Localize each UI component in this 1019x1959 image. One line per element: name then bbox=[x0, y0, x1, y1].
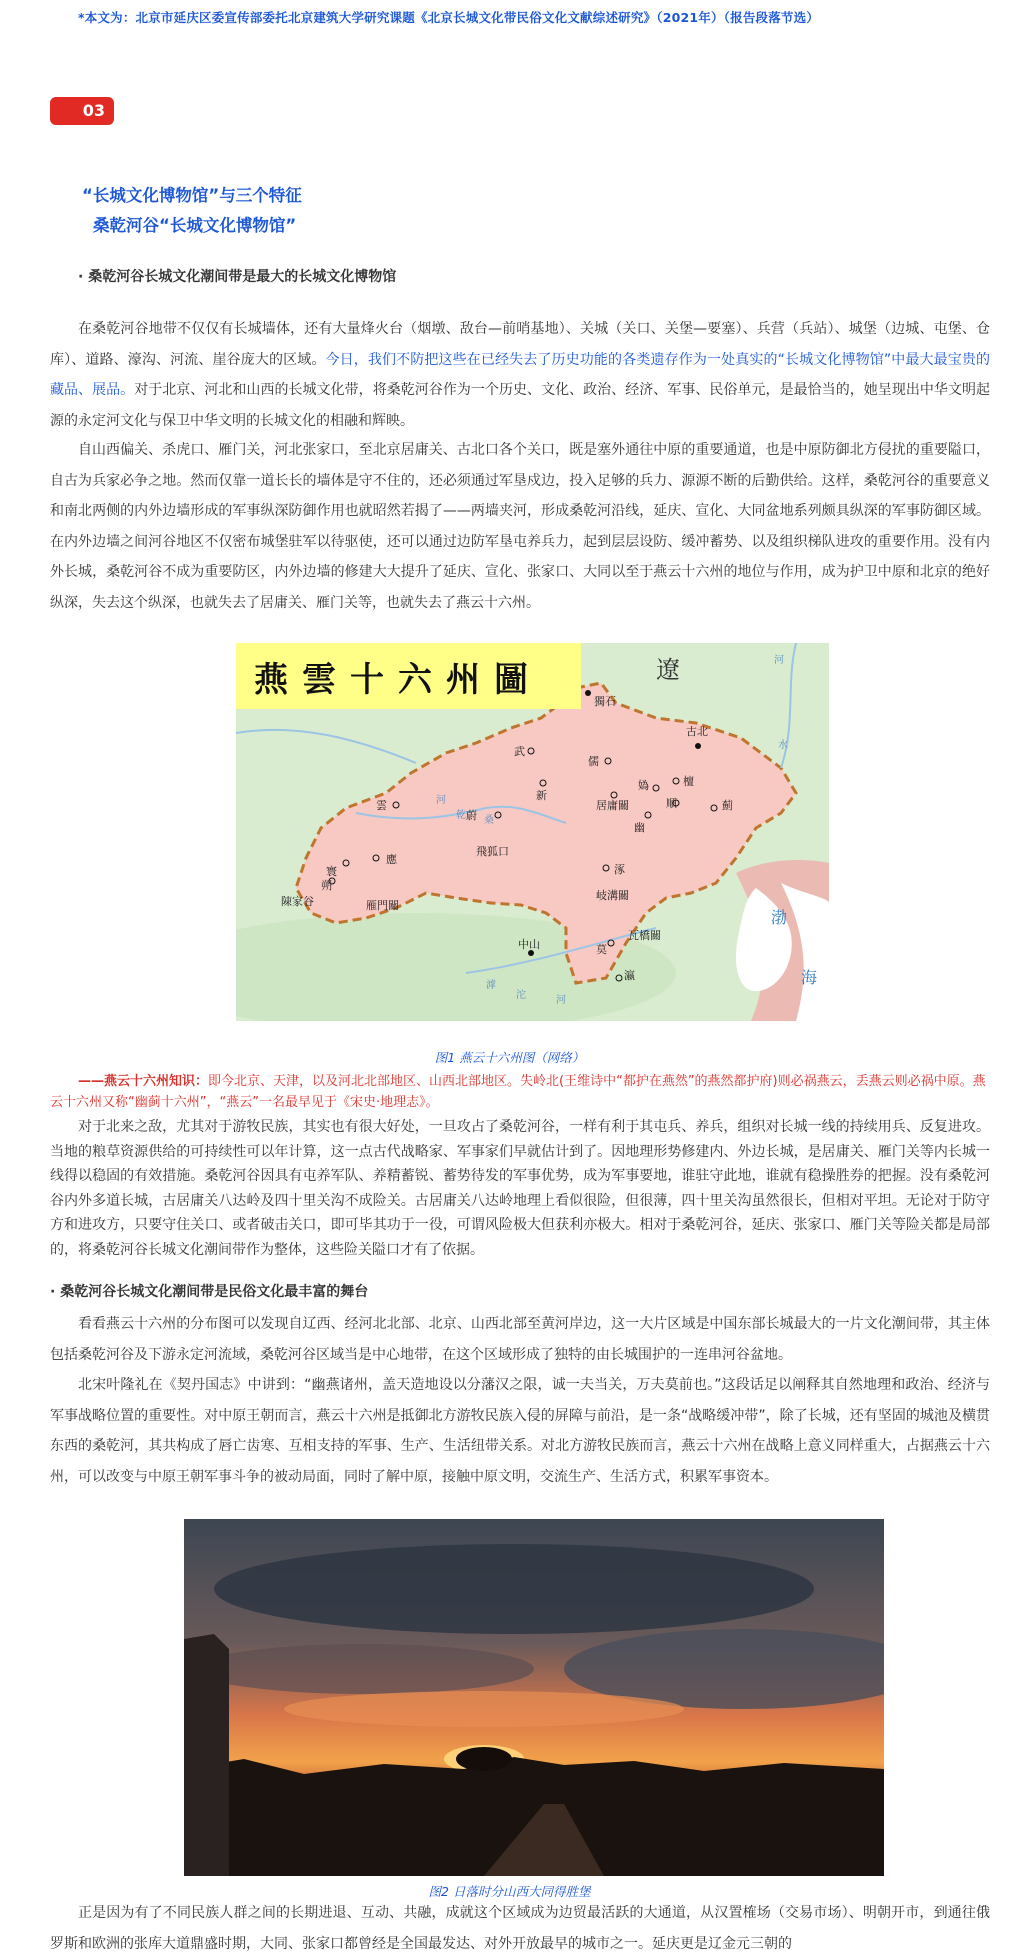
sea-label-hai: 海 bbox=[801, 968, 818, 987]
figure-2-caption: 图2 日落时分山西大同得胜堡 bbox=[428, 1884, 591, 1899]
place-label: 武 bbox=[514, 745, 525, 758]
yanyun-map bbox=[236, 643, 829, 1021]
dark-cloud bbox=[214, 1544, 814, 1634]
fortress-wall-silhouette bbox=[184, 1634, 229, 1876]
source-note: *本文为：北京市延庆区委宣传部委托北京建筑大学研究课题《北京长城文化带民俗文化文献综述研究》（2021年）（报告段落节选） bbox=[78, 10, 820, 25]
section-number-badge: 03 bbox=[50, 97, 114, 125]
region-label-liao: 遼 bbox=[656, 656, 680, 684]
map-title: 燕雲十六州圖 bbox=[254, 660, 542, 700]
water-label: 沱 bbox=[516, 990, 526, 1001]
glow-cloud bbox=[284, 1691, 684, 1727]
paragraph-4: 看看燕云十六州的分布图可以发现自辽西、经河北北部、北京、山西北部至黄河岸边，这一大片区域是中国东部长城最大的一片文化潮间带，其主体包括桑乾河谷及下游永定河流域，桑乾河谷区域当是中心地带，在这个区域形成了独特的由长城围护的一连串河谷盆地。 bbox=[50, 1316, 990, 1363]
section-subheading: 桑乾河谷“长城文化博物馆” bbox=[93, 216, 297, 235]
place-label: 寰 bbox=[326, 865, 337, 878]
place-label: 獨石 bbox=[594, 695, 616, 708]
place-label: 雁門關 bbox=[366, 899, 399, 912]
place-label: 瓦橋關 bbox=[628, 929, 661, 942]
dark-cloud bbox=[194, 1644, 534, 1694]
place-label: 新 bbox=[536, 789, 547, 802]
place-label: 古北 bbox=[686, 725, 708, 738]
paragraph-6: 正是因为有了不同民族人群之间的长期进退、互动、共融，成就这个区域成为边贸最活跃的大通道，从汉置榷场（交易市场）、明朝开市，到通往俄罗斯和欧洲的张库大道鼎盛时期，大同、张家口都曾经是全国最发达、对外开放最早的城市之一。延庆更是辽金元三朝的 bbox=[50, 1905, 990, 1952]
place-label: 幽 bbox=[634, 821, 645, 834]
city-dot bbox=[695, 743, 701, 749]
water-label: 河 bbox=[774, 655, 784, 666]
section-heading: “长城文化博物馆”与三个特征 bbox=[82, 186, 302, 205]
water-label: 桑 bbox=[484, 815, 494, 826]
place-label: 媯 bbox=[638, 779, 649, 792]
knowledge-label: ——燕云十六州知识： bbox=[78, 1074, 209, 1089]
paragraph-1 bbox=[50, 314, 990, 436]
tree-silhouette bbox=[456, 1747, 512, 1771]
subsection-title-1: · 桑乾河谷长城文化潮间带是最大的长城文化博物馆 bbox=[78, 269, 397, 285]
place-label: 順 bbox=[666, 797, 677, 810]
place-label: 應 bbox=[386, 853, 397, 866]
place-label: 薊 bbox=[722, 799, 733, 812]
paragraph-2: 自山西偏关、杀虎口、雁门关，河北张家口，至北京居庸关、古北口各个关口，既是塞外通往中原的重要通道，也是中原防御北方侵扰的重要隘口，自古为兵家必争之地。然而仅靠一道长长的墙体是守不住的，还必须通过军垦戍边，投入足够的兵力、源源不断的后勤供给。这样，桑乾河谷的重要意义和南北两侧的内外边墙形成的军事纵深防御作用也就昭然若揭了——两墙夹河，形成桑乾河沿线，延庆、宣化、大同盆地系列颇具纵深的军事防御区域。在内外边墙之间河谷地区不仅密布城堡驻军以待驱使，还可以通过边防军垦屯养兵力，起到层层设防、缓冲蓄势、以及组织梯队进攻的重要作用。没有内外长城，桑乾河谷不成为重要防区，内外边墙的修建大大提升了延庆、宣化、张家口、大同以至于燕云十六州的地位与作用，成为护卫中原和北京的绝好纵深，失去这个纵深，也就失去了居庸关、雁门关等，也就失去了燕云十六州。 bbox=[50, 442, 990, 611]
place-label: 儒 bbox=[588, 755, 599, 768]
knowledge-note bbox=[50, 1071, 992, 1113]
place-label: 陳家谷 bbox=[281, 895, 314, 908]
water-label: 河 bbox=[436, 795, 446, 806]
paragraph-1-text-a: 在桑乾河谷地带不仅仅有长城墙体，还有大量烽火台（烟墩、敌台—前哨基地）、关城（关口、关堡—要塞）、兵营（兵站）、城堡（边城、屯堡、仓库）、道路、濠沟、河流、崖谷庞大的区域。 bbox=[50, 321, 990, 368]
paragraph-1-text-c: 对于北京、河北和山西的长城文化带，将桑乾河谷作为一个历史、文化、政治、经济、军事、民俗单元，是最恰当的，她呈现出中华文明起源的永定河文化与保卫中华文明的长城文化的相融和辉映。 bbox=[50, 382, 991, 429]
water-label: 水 bbox=[778, 740, 788, 751]
subsection-title-2: · 桑乾河谷长城文化潮间带是民俗文化最丰富的舞台 bbox=[50, 1284, 369, 1300]
paragraph-5: 北宋叶隆礼在《契丹国志》中讲到：“幽燕诸州，盖天造地设以分藩汉之限，诚一夫当关，万夫莫前也。”这段话足以阐释其自然地理和政治、经济与军事战略位置的重要性。对中原王朝而言，燕云十六州是抵御北方游牧民族入侵的屏障与前沿，是一条“战略缓冲带”，除了长城，还有坚固的城池及横贯东西的桑乾河，其共构成了唇亡齿寒、互相支持的军事、生产、生活纽带关系。对北方游牧民族而言，燕云十六州在战略上意义同样重大，占据燕云十六州，可以改变与中原王朝军事斗争的被动局面，同时了解中原，接触中原文明，交流生产、生活方式，积累军事资本。 bbox=[50, 1377, 990, 1485]
sea-label-bo: 渤 bbox=[771, 908, 788, 927]
place-label: 岐溝關 bbox=[596, 889, 629, 902]
water-label: 滹 bbox=[486, 980, 496, 991]
paragraph-3: 对于北来之敌，尤其对于游牧民族，其实也有很大好处，一旦攻占了桑乾河谷，一样有利于其屯兵、养兵，组织对长城一线的持续用兵、反复进攻。当地的粮草资源供给的可持续性可以年计算，这一点古代战略家、军事家们早就估计到了。因地理形势修建内、外边长城，是居庸关、雁门关等内长城一线得以稳固的有效措施。桑乾河谷因具有屯养军队、养精蓄锐、蓄势待发的军事优势，成为军事要地，谁驻守此地，谁就有稳操胜券的把握。没有桑乾河谷内外多道长城，古居庸关八达岭及四十里关沟不成险关。古居庸关八达岭地理上看似很险，但很薄，四十里关沟虽然很长，但相对平坦。无论对于防守方和进攻方，只要守住关口、或者破击关口，即可毕其功于一役，可谓风险极大但获利亦极大。相对于桑乾河谷，延庆、张家口、雁门关等险关都是局部的，将桑乾河谷长城文化潮间带作为整体，这些险关隘口才有了依据。 bbox=[50, 1119, 990, 1258]
place-label: 涿 bbox=[614, 863, 625, 876]
map-figure bbox=[236, 643, 829, 1021]
place-label: 蔚 bbox=[466, 809, 477, 822]
paragraph-1-highlight: 今日，我们不防把这些在已经失去了历史功能的各类遗存作为一处真实的“长城文化博物馆”中最大最宝贵的藏品、展品。 bbox=[50, 351, 990, 398]
place-label: 檀 bbox=[683, 775, 694, 788]
sunset-illustration bbox=[184, 1519, 884, 1876]
place-label: 中山 bbox=[518, 938, 540, 951]
water-label: 河 bbox=[556, 995, 566, 1006]
figure-1-caption: 图1 燕云十六州图（网络） bbox=[434, 1050, 585, 1065]
sunset-photo bbox=[184, 1519, 884, 1876]
city-dot bbox=[585, 690, 591, 696]
place-label: 居庸關 bbox=[596, 799, 629, 812]
place-label: 瀛 bbox=[624, 969, 635, 982]
place-label: 飛狐口 bbox=[476, 845, 509, 858]
place-label: 雲 bbox=[376, 799, 387, 812]
place-label: 朔 bbox=[321, 879, 332, 892]
place-label: 莫 bbox=[596, 943, 607, 956]
water-label: 乾 bbox=[456, 810, 466, 821]
knowledge-text: 即今北京、天津，以及河北北部地区、山西北部地区。失岭北(王维诗中“都护在燕然”的燕然都护府)则必祸燕云，丢燕云则必祸中原。燕云十六州又称“幽蓟十六州”，“燕云”一名最早见于《宋史·地理志》。 bbox=[50, 1074, 986, 1110]
